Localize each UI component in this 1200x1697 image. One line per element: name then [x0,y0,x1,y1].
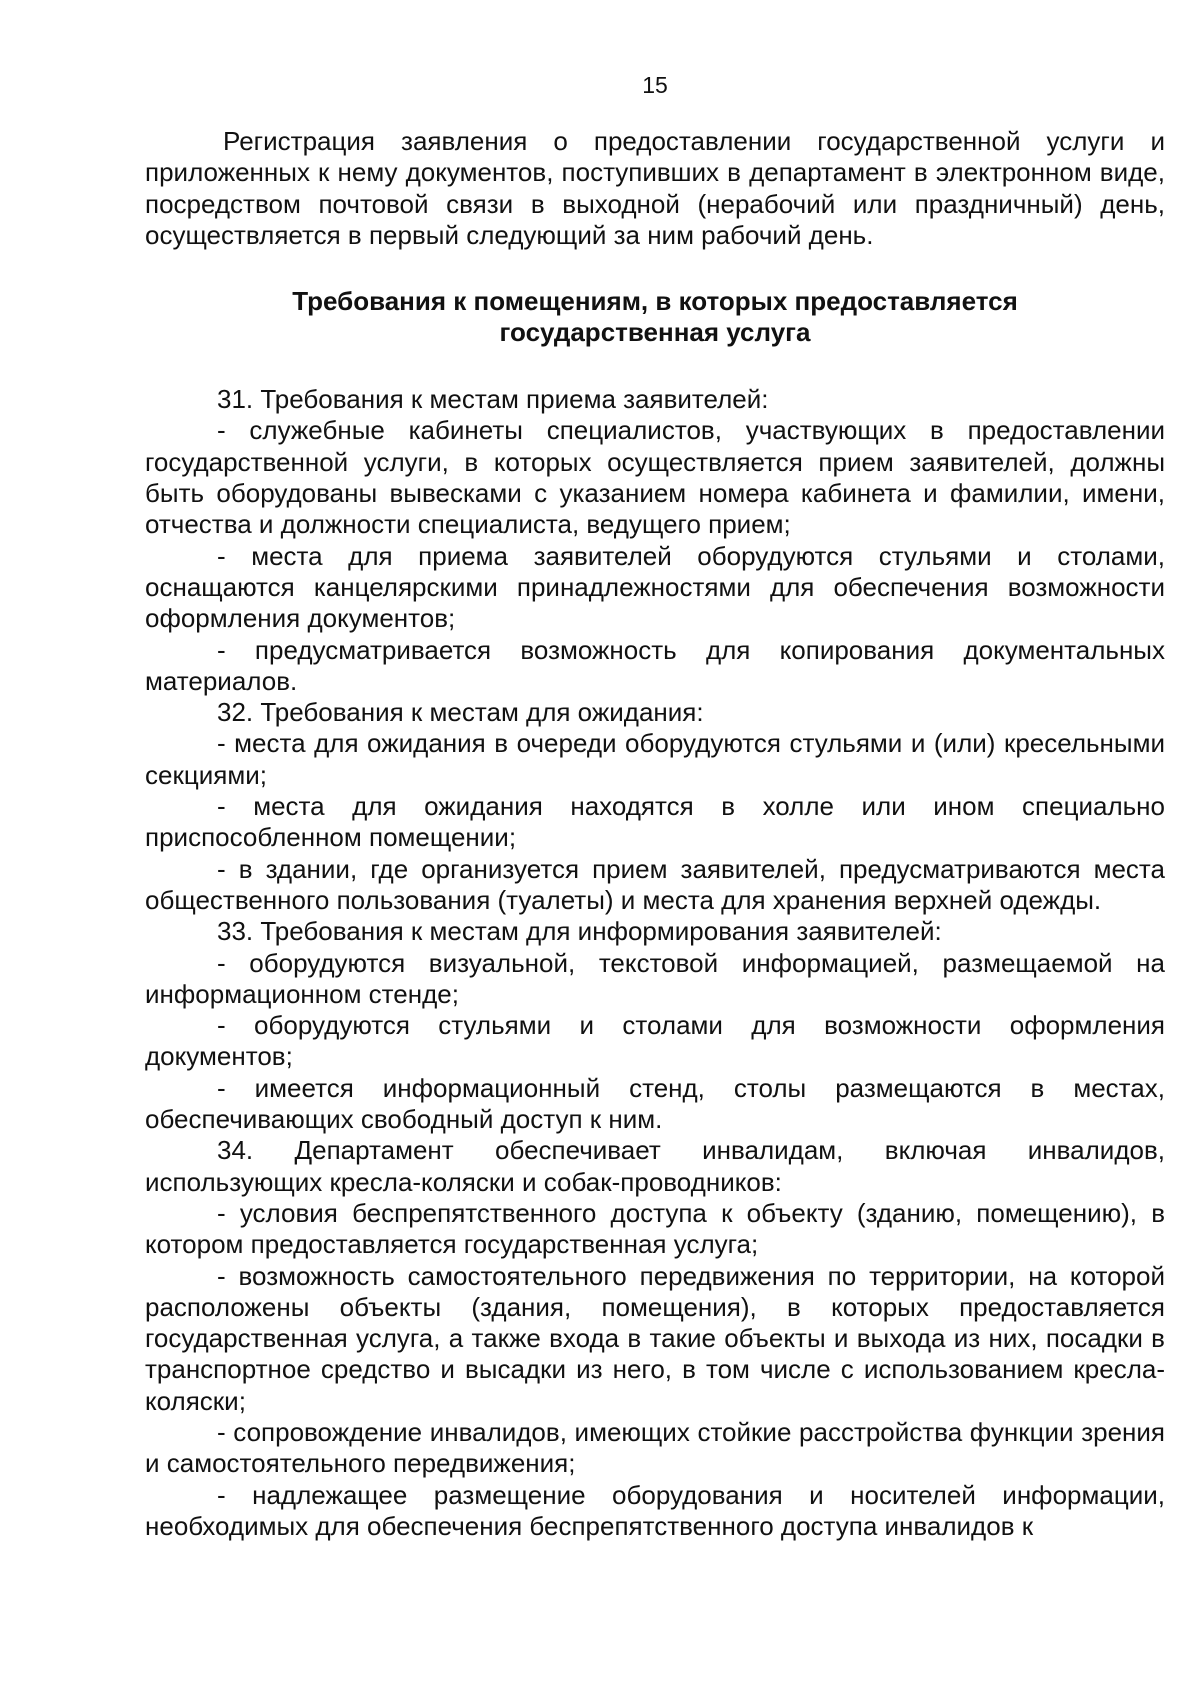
section-heading-line-2: государственная услуга [499,317,811,348]
list-item: - места для приема заявителей оборудуются стульями и столами, оснащаются канцелярскими принадлежностями для обеспечения возможности оформления документов; [145,540,1165,634]
list-item: - в здании, где организуется прием заявителей, предусматриваются места общественного пользования (туалеты) и места для хранения верхней одежды. [145,853,1165,915]
section-heading-line-1: Требования к помещениям, в которых предоставляется [292,286,1018,317]
list-item: - условия беспрепятственного доступа к объекту (зданию, помещению), в котором предоставляется государственная услуга; [145,1197,1165,1260]
list-item: - сопровождение инвалидов, имеющих стойкие расстройства функции зрения и самостоятельного передвижения; [145,1416,1165,1479]
list-item: - служебные кабинеты специалистов, участвующих в предоставлении государственной услуги, в которых осуществляется прием заявителей, должны быть оборудованы вывесками с указанием номера кабинета и фамилии, имени, отчества и должности специалиста, ведущего прием; [145,415,1165,540]
document-page [145,0,1165,1697]
document-body [145,126,1165,1542]
page-number: 15 [642,72,668,98]
list-item: - предусматривается возможность для копирования документальных материалов. [145,634,1165,696]
list-item: - места для ожидания в очереди оборудуются стульями и (или) кресельными секциями; [145,728,1165,790]
paragraph-34-title: 34. Департамент обеспечивает инвалидам, включая инвалидов, использующих кресла-коляски и собак-проводников: [145,1135,1165,1197]
paragraph-33-title: 33. Требования к местам для информирования заявителей: [217,916,942,947]
list-item: - надлежащее размещение оборудования и носителей информации, необходимых для обеспечения беспрепятственного доступа инвалидов к [145,1479,1165,1541]
paragraph-31-title: 31. Требования к местам приема заявителей: [217,384,769,415]
section-heading [145,286,1165,348]
list-item: - имеется информационный стенд, столы размещаются в местах, обеспечивающих свободный доступ к ним. [145,1072,1165,1135]
intro-paragraph: Регистрация заявления о предоставлении государственной услуги и приложенных к нему документов, поступивших в департамент в электронном виде, посредством почтовой связи в выходной (нерабочий или праздничный) день, осуществляется в первый следующий за ним рабочий день. [145,126,1165,250]
list-item: - места для ожидания находятся в холле или ином специально приспособленном помещении; [145,791,1165,853]
list-item: - оборудуются стульями и столами для возможности оформления документов; [145,1010,1165,1072]
list-item: - оборудуются визуальной, текстовой информацией, размещаемой на информационном стенде; [145,947,1165,1009]
list-item: - возможность самостоятельного передвижения по территории, на которой расположены объекты (здания, помещения), в которых предоставляется государственная услуга, а также входа в такие объекты и выхода из них, посадки в транспортное средство и высадки из него, в том числе с использованием кресла-коляски; [145,1260,1165,1416]
paragraph-32-title: 32. Требования к местам для ожидания: [217,697,704,728]
